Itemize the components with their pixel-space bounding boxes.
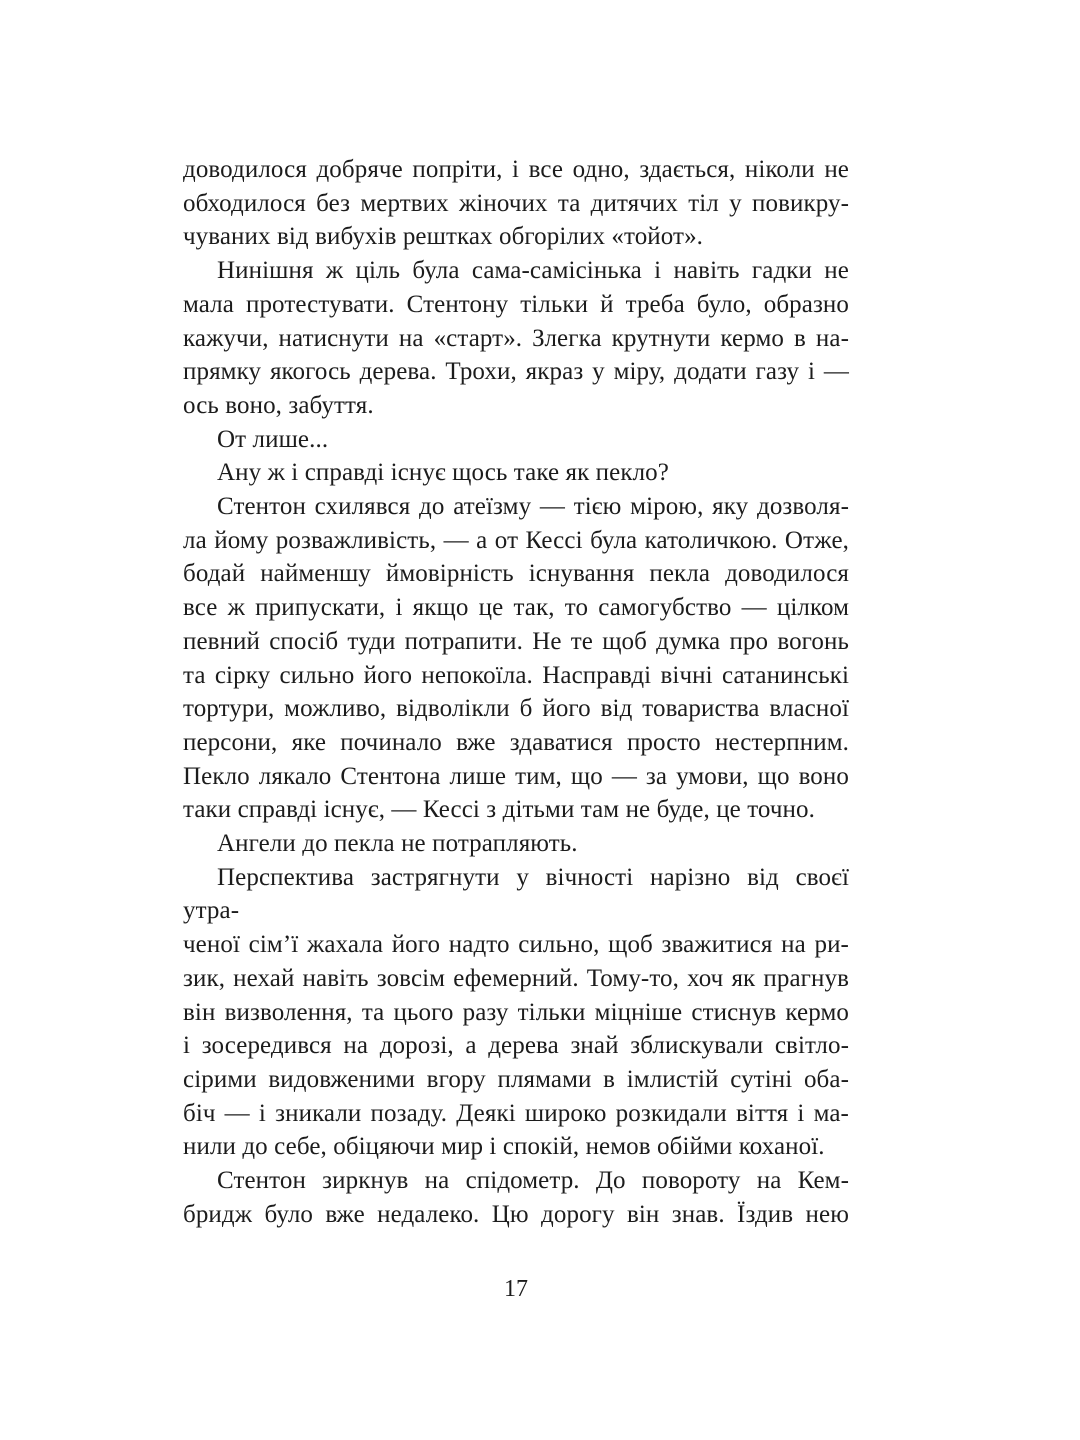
text-line: таки справді існує, — Кессі з дітьми там не буде, це точно.: [183, 796, 815, 824]
text-line: тортури, можливо, відволікли б його від товариства власної: [183, 695, 849, 723]
text-line: все ж припускати, і якщо це так, то самогубство — цілком: [183, 594, 849, 622]
text-line: Стентон схилявся до атеїзму — тією мірою, яку дозволя-: [217, 493, 849, 521]
text-line: певний спосіб туди потрапити. Не те щоб думка про вогонь: [183, 627, 849, 655]
text-line: зик, нехай навіть зовсім ефемерний. Тому-то, хоч як прагнув: [183, 964, 849, 992]
text-line: прямку якогось дерева. Трохи, якраз у міру, додати газу і —: [183, 358, 849, 386]
paragraph: [183, 827, 849, 861]
text-line: Ану ж і справді існує щось таке як пекло?: [217, 459, 669, 487]
paragraph: [183, 490, 849, 827]
text-line: Ангели до пекла не потрапляють.: [217, 830, 578, 858]
paragraph: [183, 1164, 849, 1231]
text-line: От лише...: [217, 425, 329, 453]
paragraph: [183, 153, 849, 254]
text-line: і зосередився на дорозі, а дерева знай зблискували світло-: [183, 1032, 849, 1060]
text-block: [183, 153, 849, 1232]
paragraph: [183, 423, 849, 457]
page-number: 17: [504, 1276, 528, 1302]
text-line: та сірку сильно його непокоїла. Насправді вічні сатанинські: [183, 661, 849, 689]
paragraph: [183, 861, 849, 1164]
text-line: доводилося добряче попріти, і все одно, здається, ніколи не: [183, 156, 849, 183]
text-line: ла йому розважливість, — а от Кессі була католичкою. Отже,: [183, 526, 849, 554]
text-line: персони, яке починало вже здаватися просто нестерпним.: [183, 728, 849, 756]
text-line: чуваних від вибухів рештках обгорілих «тойот».: [183, 223, 704, 251]
text-line: біч — і зникали позаду. Деякі широко розкидали віття і ма-: [183, 1099, 849, 1127]
text-line: кажучи, натиснути на «старт». Злегка крутнути кермо в на-: [183, 324, 849, 352]
text-line: ченої сім’ї жахала його надто сильно, щоб зважитися на ри-: [183, 931, 849, 959]
text-line: нили до себе, обіцяючи мир і спокій, немов обійми коханої.: [183, 1133, 825, 1161]
text-line: Пекло лякало Стентона лише тим, що — за умови, що воно: [183, 762, 849, 790]
text-line: ось воно, забуття.: [183, 391, 374, 419]
paragraph: [183, 254, 849, 423]
text-line: мала протестувати. Стентону тільки й треба було, образно: [183, 290, 849, 318]
paragraph: [183, 456, 849, 490]
text-line: Перспектива застрягнути у вічності нарізно від своєї утра-: [183, 863, 849, 925]
text-line: обходилося без мертвих жіночих та дитячих тіл у повикру-: [183, 189, 849, 217]
text-line: сірими видовженими вгору плямами в імлистій сутіні оба-: [183, 1065, 849, 1093]
text-line: він визволення, та цього разу тільки міцніше стиснув кермо: [183, 998, 849, 1026]
text-line: Нинішня ж ціль була сама-самісінька і навіть гадки не: [217, 257, 849, 285]
text-line: бридж було вже недалеко. Цю дорогу він знав. Їздив нею: [183, 1200, 849, 1228]
text-line: Стентон зиркнув на спідометр. До повороту на Кем-: [217, 1167, 849, 1195]
text-line: бодай найменшу ймовірність існування пекла доводилося: [183, 560, 849, 588]
